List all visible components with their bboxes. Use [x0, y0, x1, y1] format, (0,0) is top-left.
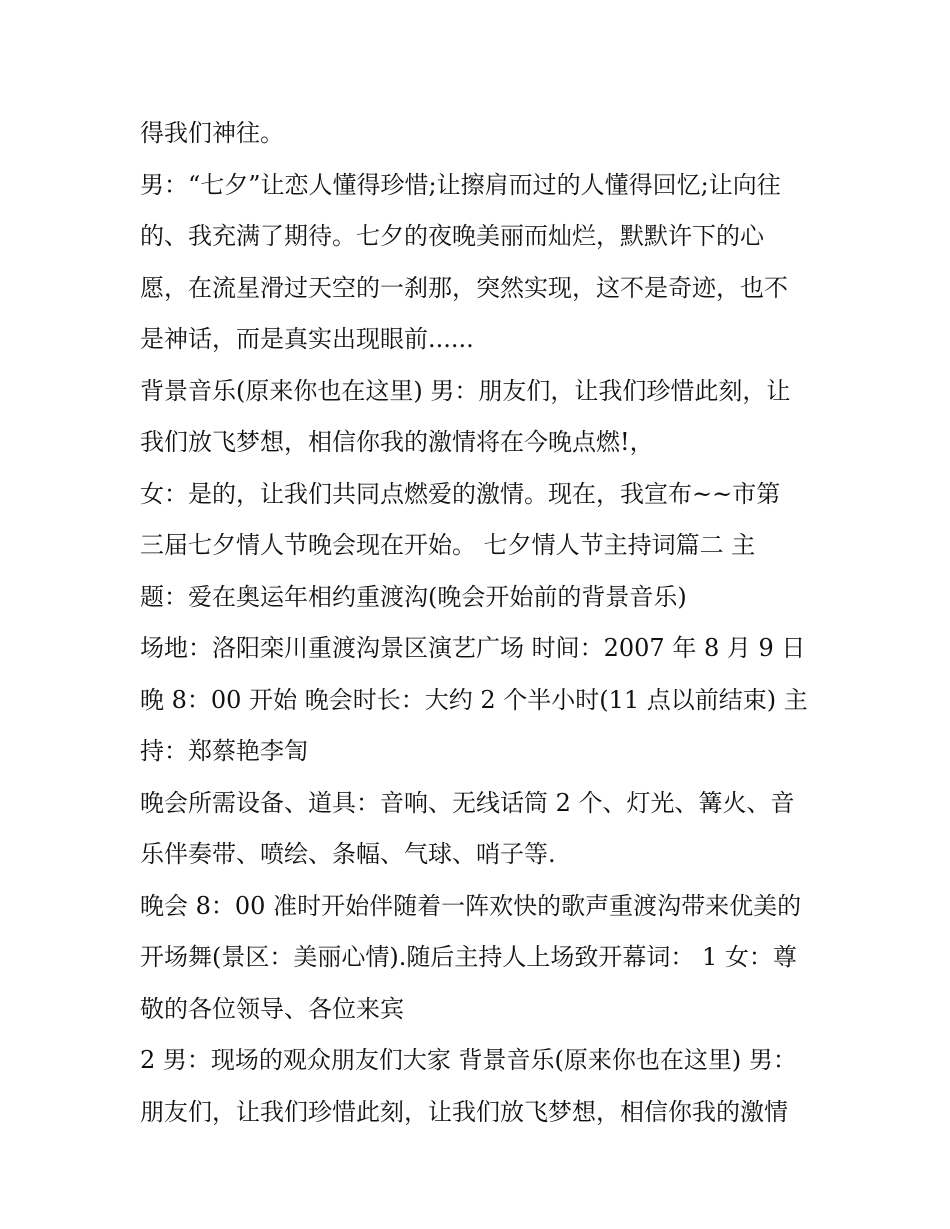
text-line: 女：是的，让我们共同点燃爱的激情。现在，我宣布~~市第: [140, 479, 781, 508]
text-line: 三届七夕情人节晚会现在开始。 七夕情人节主持词篇二 主: [140, 531, 756, 559]
text-line: 题：爱在奥运年相约重渡沟(晚会开始前的背景音乐): [140, 582, 687, 611]
text-line: 朋友们，让我们珍惜此刻，让我们放飞梦想，相信你我的激情: [140, 1097, 788, 1126]
text-line: 背景音乐(原来你也在这里) 男：朋友们，让我们珍惜此刻，让: [140, 376, 791, 405]
text-line: 场地：洛阳栾川重渡沟景区演艺广场 时间：2007 年 8 月 9 日: [140, 634, 806, 662]
text-line: 愿，在流星滑过天空的一刹那，突然实现，这不是奇迹，也不: [140, 273, 788, 302]
text-line: 晚会所需设备、道具：音响、无线话筒 2 个、灯光、篝火、音: [140, 788, 795, 817]
text-line: 得我们神往。: [140, 119, 284, 147]
text-line: 开场舞(景区：美丽心情).随后主持人上场致开幕词： 1 女：尊: [140, 943, 797, 971]
text-line: 的、我充满了期待。七夕的夜晚美丽而灿烂，默默许下的心: [140, 222, 764, 250]
text-line: 是神话，而是真实出现眼前......: [140, 325, 474, 353]
text-line: 我们放飞梦想，相信你我的激情将在今晚点燃!，: [140, 428, 654, 456]
text-line: 2 男：现场的观众朋友们大家 背景音乐(原来你也在这里) 男：: [140, 1046, 797, 1074]
text-line: 乐伴奏带、喷绘、条幅、气球、哨子等.: [140, 840, 556, 868]
body-text: [140, 108, 820, 1138]
text-line: 晚会 8：00 准时开始伴随着一阵欢快的歌声重渡沟带来优美的: [140, 891, 802, 920]
text-line: 男：“七夕”让恋人懂得珍惜;让擦肩而过的人懂得回忆;让向往: [140, 170, 781, 199]
text-line: 敬的各位领导、各位来宾: [140, 994, 404, 1023]
text-line: 持：郑蔡艳李訇: [140, 737, 308, 765]
text-line: 晚 8：00 开始 晚会时长：大约 2 个半小时(11 点以前结束) 主: [140, 685, 808, 714]
